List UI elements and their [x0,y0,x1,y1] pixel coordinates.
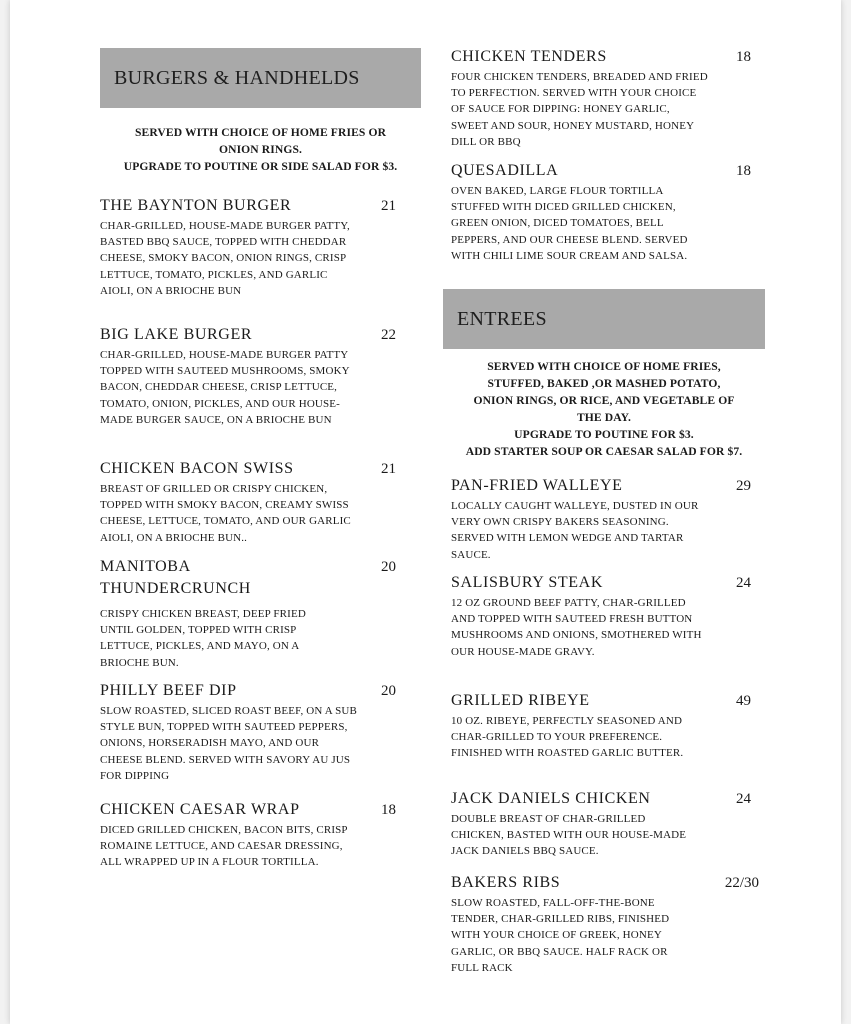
item-price: 22/30 [724,875,759,891]
note-line: ADD STARTER SOUP OR CAESAR SALAD FOR $7. [465,445,743,458]
item-name: PHILLY BEEF DIP [100,682,237,699]
item-price: 18 [736,49,751,65]
note-line: ONION RINGS, OR RICE, AND VEGETABLE OF [473,394,735,407]
item-description: CHAR-GRILLED, HOUSE-MADE BURGER PATTY, BASTED BBQ SAUCE, TOPPED WITH CHEDDAR CHEESE, SMOKY BACON, ONION RINGS, CRISP LETTUCE, TOMATO, PICKLES, AND GARLIC AIOLI, ON A BRIOCHE BUN [100,220,350,297]
section-note-entrees [441,358,767,460]
item-name: MANITOBA THUNDERCRUNCH [100,558,251,597]
note-line: THE DAY. [576,411,632,424]
menu-item [451,475,765,563]
menu-item [100,324,410,428]
menu-item [451,46,765,150]
item-description: 10 OZ. RIBEYE, PERFECTLY SEASONED AND CHAR-GRILLED TO YOUR PREFERENCE. FINISHED WITH ROASTED GARLIC BUTTER. [451,715,684,760]
item-price: 24 [736,791,751,807]
item-description: DICED GRILLED CHICKEN, BACON BITS, CRISP ROMAINE LETTUCE, AND CAESAR DRESSING, ALL WRAPPED UP IN A FLOUR TORTILLA. [100,824,348,869]
item-description: DOUBLE BREAST OF CHAR-GRILLED CHICKEN, BASTED WITH OUR HOUSE-MADE JACK DANIELS BBQ SAUCE. [451,813,687,858]
note-line: STUFFED, BAKED ,OR MASHED POTATO, [487,377,721,390]
menu-item [451,160,765,264]
item-price: 21 [381,461,396,477]
menu-item [451,690,765,762]
item-name: CHICKEN CAESAR WRAP [100,801,300,818]
menu-page [10,0,841,1024]
item-description: OVEN BAKED, LARGE FLOUR TORTILLA STUFFED WITH DICED GRILLED CHICKEN, GREEN ONION, DICED TOMATOES, BELL PEPPERS, AND OUR CHEESE BLEND. SERVED WITH CHILI LIME SOUR CREAM AND SALSA. [451,185,688,262]
item-description: LOCALLY CAUGHT WALLEYE, DUSTED IN OUR VERY OWN CRISPY BAKERS SEASONING. SERVED WITH LEMON WEDGE AND TARTAR SAUCE. [451,500,699,561]
item-name: SALISBURY STEAK [451,574,603,591]
section-header-entrees [443,289,765,349]
item-description: CRISPY CHICKEN BREAST, DEEP FRIED UNTIL GOLDEN, TOPPED WITH CRISP LETTUCE, PICKLES, AND MAYO, ON A BRIOCHE BUN. [100,608,306,669]
item-name: BAKERS RIBS [451,874,561,891]
item-name: QUESADILLA [451,162,559,179]
item-price: 29 [736,478,751,494]
item-name: THE BAYNTON BURGER [100,197,292,214]
item-description: BREAST OF GRILLED OR CRISPY CHICKEN, TOPPED WITH SMOKY BACON, CREAMY SWISS CHEESE, LETTUCE, TOMATO, AND OUR GARLIC AIOLI, ON A BRIOCHE BUN.. [100,483,351,544]
item-name: JACK DANIELS CHICKEN [451,790,651,807]
item-price: 18 [381,802,396,818]
section-title: ENTREES [457,307,547,330]
item-description: SLOW ROASTED, FALL-OFF-THE-BONE TENDER, CHAR-GRILLED RIBS, FINISHED WITH YOUR CHOICE OF GREEK, HONEY GARLIC, OR BBQ SAUCE. HALF RACK OR FULL RACK [451,897,670,974]
item-price: 18 [736,163,751,179]
item-description: CHAR-GRILLED, HOUSE-MADE BURGER PATTY TOPPED WITH SAUTEED MUSHROOMS, SMOKY BACON, CHEDDAR CHEESE, CRISP LETTUCE, TOMATO, ONION, PICKLES, AND OUR HOUSE-MADE BURGER SAUCE, ON A BRIOCHE BUN [100,349,350,426]
item-price: 22 [381,327,396,343]
menu-item [100,556,410,671]
section-note-burgers [96,124,425,175]
note-line: UPGRADE TO POUTINE FOR $3. [514,428,694,441]
item-name: CHICKEN TENDERS [451,48,607,65]
note-line: ONION RINGS. [218,143,302,156]
menu-item [451,572,765,660]
menu-item [100,680,410,784]
item-name: BIG LAKE BURGER [100,326,253,343]
item-price: 20 [381,559,396,575]
section-header-burgers [100,48,421,108]
note-line: SERVED WITH CHOICE OF HOME FRIES OR [134,126,387,139]
menu-item [451,788,765,860]
item-description: SLOW ROASTED, SLICED ROAST BEEF, ON A SUB STYLE BUN, TOPPED WITH SAUTEED PEPPERS, ONIONS, HORSERADISH MAYO, AND OUR CHEESE BLEND. SERVED WITH SAVORY AU JUS FOR DIPPING [100,705,357,782]
item-price: 24 [736,575,751,591]
item-name: PAN-FRIED WALLEYE [451,477,623,494]
item-price: 21 [381,198,396,214]
menu-item [100,799,410,871]
item-name: CHICKEN BACON SWISS [100,460,294,477]
note-line: UPGRADE TO POUTINE OR SIDE SALAD FOR $3. [123,160,398,173]
item-price: 49 [736,693,751,709]
menu-item [100,458,410,546]
item-price: 20 [381,683,396,699]
item-description: 12 OZ GROUND BEEF PATTY, CHAR-GRILLED AND TOPPED WITH SAUTEED FRESH BUTTON MUSHROOMS AND ONIONS, SMOTHERED WITH OUR HOUSE-MADE GRAVY. [451,597,702,658]
item-name: GRILLED RIBEYE [451,692,590,709]
item-description: FOUR CHICKEN TENDERS, BREADED AND FRIED TO PERFECTION. SERVED WITH YOUR CHOICE OF SAUCE FOR DIPPING: HONEY GARLIC, SWEET AND SOUR, HONEY MUSTARD, HONEY DILL OR BBQ [451,71,708,148]
menu-item [100,195,410,299]
menu-item [451,872,765,976]
section-title: BURGERS & HANDHELDS [114,66,360,89]
note-line: SERVED WITH CHOICE OF HOME FRIES, [487,360,721,373]
